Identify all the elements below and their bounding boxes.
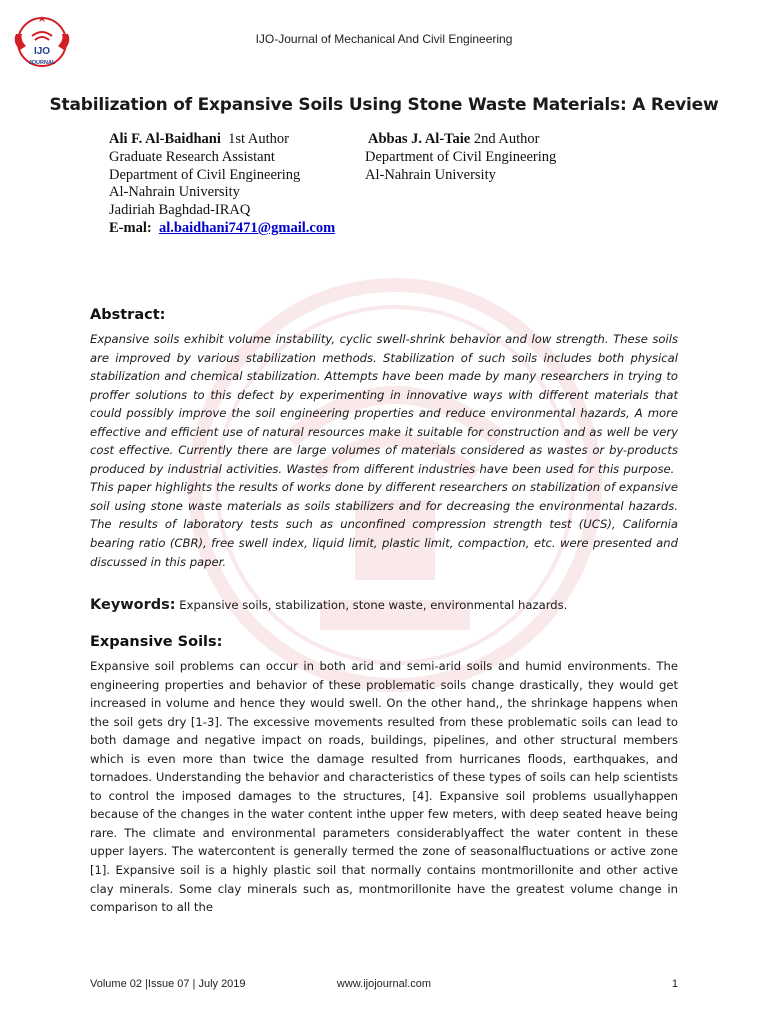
footer-website: www.ijojournal.com [336, 978, 432, 990]
journal-header: IJO-Journal of Mechanical And Civil Engineering [255, 32, 513, 46]
author-1-affiliation-3: Al-Nahrain University [109, 184, 240, 201]
expansive-soils-text: Expansive soil problems can occur in both arid and semi-arid soils and humid environments. The engineering properties and behavior of these problematic soils change drastically, they would get increased in volume and hence they would swell. On the other hand,, the shrinkage happens when the soil gets dry [1-3]. The excessive movements resulted from these problematic soils can lead to both damage and negative impact on roads, buildings, pipelines, and other structural members which is even more than twice the damage resulted from hurricanes floods, earthquakes, and tornadoes. Understanding the behavior and characteristics of these types of soils can help scientists to control the imposed damages to the structures, [4]. Expansive soil problems usuallyhappen because of the changes in the water content inthe upper few meters, with deep seated heave being rare. The climate and environmental parameters considerablyaffect the water content in these upper layers. The watercontent is generally termed the zone of seasonalfluctuations or active zone [1]. Expansive soil is a highly plastic soil that normally contains montmorillonite and other active clay minerals. Some clay minerals such as, montmorillonite have the greatest volume change in comparison to all the [90, 659, 678, 915]
footer-issue: Volume 02 |Issue 07 | July 2019 [90, 978, 246, 990]
author-2-affiliation-2: Al-Nahrain University [365, 166, 496, 183]
keywords-label: Keywords: [90, 597, 176, 613]
author-2-role: 2nd Author [473, 131, 540, 147]
keywords-text: Expansive soils, stabilization, stone waste, environmental hazards. [175, 598, 568, 612]
keywords [90, 597, 567, 613]
paper-title: Stabilization of Expansive Soils Using Stone Waste Materials: A Review [49, 95, 719, 115]
author-1-affiliation-2: Department of Civil Engineering [109, 166, 301, 183]
author-2-affiliation-1: Department of Civil Engineering [365, 148, 557, 165]
author-1-affiliation-1: Graduate Research Assistant [109, 148, 275, 165]
page-number: 1 [671, 978, 678, 990]
expansive-soils-heading: Expansive Soils: [90, 634, 223, 650]
author-2 [365, 131, 556, 184]
svg-text:JOURNAL: JOURNAL [28, 60, 56, 66]
author-1 [109, 131, 335, 238]
author-1-name: Ali F. Al-Baidhani [109, 131, 221, 147]
author-email-link[interactable]: al.baidhani7471@gmail.com [158, 219, 336, 236]
abstract-text: Expansive soils exhibit volume instability, cyclic swell-shrink behavior and low strength. These soils are improved by various stabilization methods. Stabilization of such soils includes both physical stabilization and chemical stabilization. Attempts have been made by many researchers in trying to proffer solutions to this defect by experimenting in innovative ways with different materials that could possibly improve the soil engineering properties and reduce environmental hazards, A more effective and efficient use of natural resources make it suitable for construction and as well be very cost effective. Currently there are large volumes of materials considered as wastes or by-products produced by industrial activities. Wastes from different industries have been used for this purpose. This paper highlights the results of works done by different researchers on stabilization of expansive soil using stone waste materials as soils stabilizers and for decreasing the environmental hazards. The results of laboratory tests such as unconfined compression strength test (UCS), California bearing ratio (CBR), free swell index, liquid limit, plastic limit, compaction, etc. were presented and discussed in this paper. [90, 332, 678, 569]
abstract-heading: Abstract: [90, 307, 166, 323]
author-1-role: 1st Author [228, 131, 289, 147]
email-label: E-mal: [109, 219, 152, 236]
svg-text:IJO: IJO [33, 46, 51, 57]
author-1-affiliation-4: Jadiriah Baghdad-IRAQ [109, 202, 251, 219]
author-2-name: Abbas J. Al-Taie [368, 131, 471, 147]
